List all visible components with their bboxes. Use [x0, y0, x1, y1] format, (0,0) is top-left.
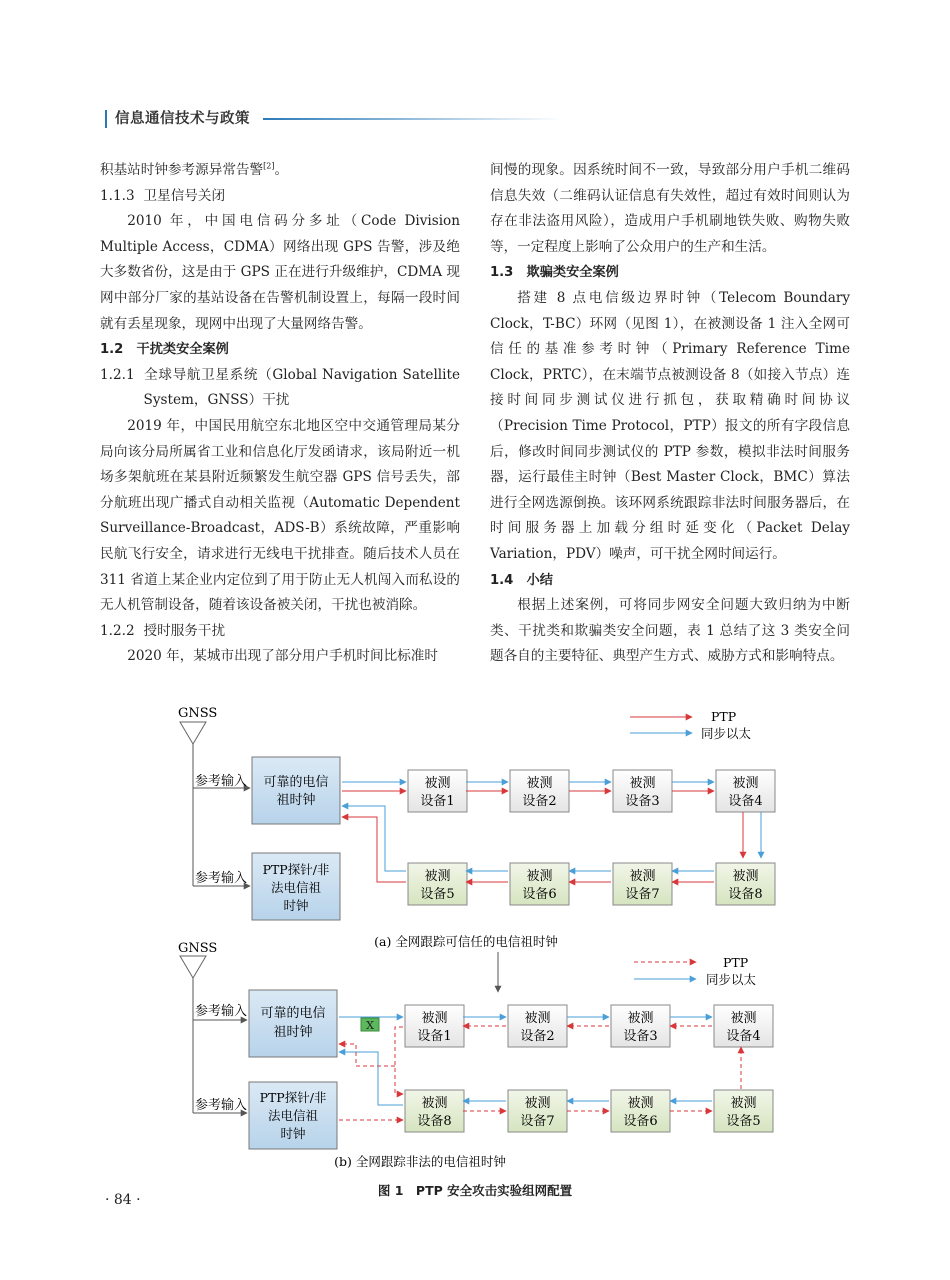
network-diagram	[170, 700, 790, 1180]
ref-input-label-a2: 参考输入	[195, 871, 248, 886]
legend-ptp-label-a: PTP	[711, 709, 737, 724]
probe-clock-label-b1: PTP探针/非	[259, 1090, 327, 1105]
heading-1-2-2: 1.2.2 授时服务干扰	[100, 622, 226, 639]
reliable-clock-box-b	[249, 990, 337, 1057]
device-6-b	[611, 1090, 670, 1132]
probe-clock-label-a2: 法电信祖	[270, 880, 322, 895]
link-cut-label: X	[366, 1019, 374, 1032]
device-1-a	[408, 770, 467, 812]
device-label-bottom: 设备5	[726, 1114, 761, 1129]
gnss-label-a: GNSS	[178, 706, 218, 721]
device-label-bottom: 设备3	[623, 1029, 658, 1044]
heading-1-2-1: 1.2.1 全球导航卫星系统（Global Navigation Satellite System，GNSS）干扰	[100, 366, 460, 409]
device-label-top: 被测	[421, 1011, 448, 1026]
journal-title: 信息通信技术与政策	[115, 111, 250, 127]
gnss-antenna-icon-b	[180, 956, 206, 978]
device-label-top: 被测	[524, 1011, 551, 1026]
probe-clock-label-a3: 时钟	[283, 898, 309, 913]
ptp-link-b-1-8	[395, 1027, 403, 1094]
subcaption-a: (a) 全网跟踪可信任的电信祖时钟	[374, 934, 558, 949]
device-label-bottom: 设备6	[623, 1114, 658, 1129]
subcaption-b: (b) 全网跟踪非法的电信祖时钟	[334, 1154, 506, 1169]
device-label-top: 被测	[424, 776, 451, 791]
probe-clock-label-b2: 法电信祖	[267, 1108, 319, 1123]
device-label-top: 被测	[732, 776, 759, 791]
device-label-top: 被测	[421, 1096, 448, 1111]
device-label-bottom: 设备4	[726, 1029, 761, 1044]
heading-1-4: 1.4 小结	[490, 572, 553, 588]
device-2-b	[508, 1005, 567, 1047]
eth-link-a-8-clk	[342, 806, 406, 871]
device-4-a	[716, 770, 775, 812]
ref-input-label-b1: 参考输入	[195, 1004, 248, 1019]
figure-1	[170, 700, 790, 1200]
device-label-top: 被测	[424, 869, 451, 884]
reliable-clock-label-a2: 祖时钟	[276, 793, 316, 808]
device-3-b	[611, 1005, 670, 1047]
gnss-antenna-icon-a	[180, 722, 206, 744]
device-2-a	[510, 770, 569, 812]
device-label-top: 被测	[526, 869, 553, 884]
device-label-top: 被测	[730, 1096, 757, 1111]
device-label-top: 被测	[629, 869, 656, 884]
device-label-top: 被测	[526, 776, 553, 791]
ref-input-label-b2: 参考输入	[195, 1098, 248, 1113]
reliable-clock-label-a1: 可靠的电信	[263, 775, 329, 790]
figure-caption: 图 1 PTP 安全攻击实验组网配置	[377, 1183, 573, 1198]
ptp-link-b-to-clk	[339, 1044, 395, 1066]
heading-1-1-3: 1.1.3 卫星信号关闭	[100, 187, 226, 204]
device-label-top: 被测	[627, 1011, 654, 1026]
legend-eth-label-a: 同步以太	[701, 726, 752, 741]
legend-ptp-label-b: PTP	[723, 955, 749, 970]
heading-1-2: 1.2 干扰类安全案例	[100, 342, 229, 358]
paragraph-timing: 2020 年，某城市出现了部分用户手机时间比标准时	[127, 648, 438, 665]
paragraph-satellite: 2010 年，中国电信码分多址（Code Division Multiple Access，CDMA）网络出现 GPS 告警，涉及绝大多数省份，这是由于 GPS 正在进行升级维护，CDMA 现网中部分厂家的基站设备在告警机制设置上，每隔一段时间就有丢星现象，现网中出现了大量网络告警。	[100, 213, 460, 332]
reliable-clock-label-b2: 祖时钟	[273, 1025, 313, 1040]
device-label-bottom: 设备2	[520, 1029, 555, 1044]
eth-link-b-8-clk	[339, 1052, 403, 1105]
legend-eth-label-b: 同步以太	[706, 972, 757, 987]
paragraph-gnss-interference: 2019 年，中国民用航空东北地区空中交通管理局某分局向该分局所属省工业和信息化厅发函请求，该局附近一机场多架航班在某县附近频繁发生航空器 GPS 信号丢失，部分航班出现广播式自动相关监视（Automatic Dependent Surveillance-Broadcast，ADS-B）系统故障，严重影响民航飞行安全，请求进行无线电干扰排查。随后技术人员在 311 省道上某企业内定位到了用于防止无人机闯入而私设的无人机管制设备，随着该设备被关闭，干扰也被消除。	[100, 417, 460, 614]
ref-input-label-a1: 参考输入	[195, 774, 248, 789]
device-label-bottom: 设备6	[522, 887, 557, 902]
device-4-b	[714, 1005, 773, 1047]
device-1-b	[405, 1005, 464, 1047]
ptp-link-a-8-clk	[342, 817, 406, 882]
paragraph-spoofing: 搭建 8 点电信级边界时钟（Telecom Boundary Clock，T-BC）环网（见图 1），在被测设备 1 注入全网可信任的基准参考时钟（Primary Reference Time Clock，PRTC），在末端节点被测设备 8（如接入节点）连接时间同步测试仪进行抓包，获取精确时间协议（Precision Time Protocol，PTP）报文的所有字段信息后，修改时间同步测试仪的 PTP 参数，模拟非法时间服务器，运行最佳主时钟（Best Master Clock，BMC）算法进行全网选源倒换。该环网系统跟踪非法时间服务器后，在时间服务器上加载分组时延变化（Packet Delay Variation，PDV）噪声，可干扰全网时间运行。	[490, 289, 850, 562]
device-label-bottom: 设备2	[522, 794, 557, 809]
device-7-b	[508, 1090, 567, 1132]
device-label-top: 被测	[732, 869, 759, 884]
reliable-clock-box-a	[252, 757, 340, 824]
running-header	[105, 108, 865, 132]
probe-clock-label-b3: 时钟	[280, 1126, 306, 1141]
device-5-a	[408, 863, 467, 905]
paragraph-continued-right: 间慢的现象。因系统时间不一致，导致部分用户手机二维码信息失效（二维码认证信息有失效性，超过有效时间则认为存在非法盗用风险），造成用户手机刷地铁失败、购物失败等，一定程度上影响了公众用户的生产和生活。	[490, 162, 850, 255]
device-8-a	[716, 863, 775, 905]
right-column	[490, 158, 850, 670]
device-8-b	[405, 1090, 464, 1132]
header-rule	[263, 118, 563, 120]
left-column	[100, 158, 460, 670]
device-label-bottom: 设备4	[728, 794, 763, 809]
device-5-b	[714, 1090, 773, 1132]
reliable-clock-label-b1: 可靠的电信	[260, 1006, 326, 1021]
device-6-a	[510, 863, 569, 905]
header-accent-bar	[105, 110, 107, 128]
panel-b	[178, 941, 773, 1169]
paragraph-summary: 根据上述案例，可将同步网安全问题大致归纳为中断类、干扰类和欺骗类安全问题，表 1 总结了这 3 类安全问题各自的主要特征、典型产生方式、威胁方式和影响特点。	[490, 597, 850, 665]
panel-a	[178, 706, 775, 992]
device-label-bottom: 设备5	[420, 887, 455, 902]
device-label-bottom: 设备8	[417, 1114, 452, 1129]
device-label-bottom: 设备7	[625, 887, 660, 902]
gnss-label-b: GNSS	[178, 941, 218, 956]
probe-clock-label-a1: PTP探针/非	[262, 862, 330, 877]
device-label-bottom: 设备1	[420, 794, 455, 809]
paragraph-continued: 积基站时钟参考源异常告警[2]。	[100, 161, 289, 178]
heading-1-3: 1.3 欺骗类安全案例	[490, 265, 619, 281]
device-label-top: 被测	[629, 776, 656, 791]
device-3-a	[613, 770, 672, 812]
device-label-top: 被测	[524, 1096, 551, 1111]
device-label-bottom: 设备1	[417, 1029, 452, 1044]
device-label-top: 被测	[627, 1096, 654, 1111]
page-number: · 84 ·	[105, 1192, 141, 1208]
device-label-bottom: 设备8	[728, 887, 763, 902]
device-label-top: 被测	[730, 1011, 757, 1026]
device-7-a	[613, 863, 672, 905]
device-label-bottom: 设备7	[520, 1114, 555, 1129]
device-label-bottom: 设备3	[625, 794, 660, 809]
